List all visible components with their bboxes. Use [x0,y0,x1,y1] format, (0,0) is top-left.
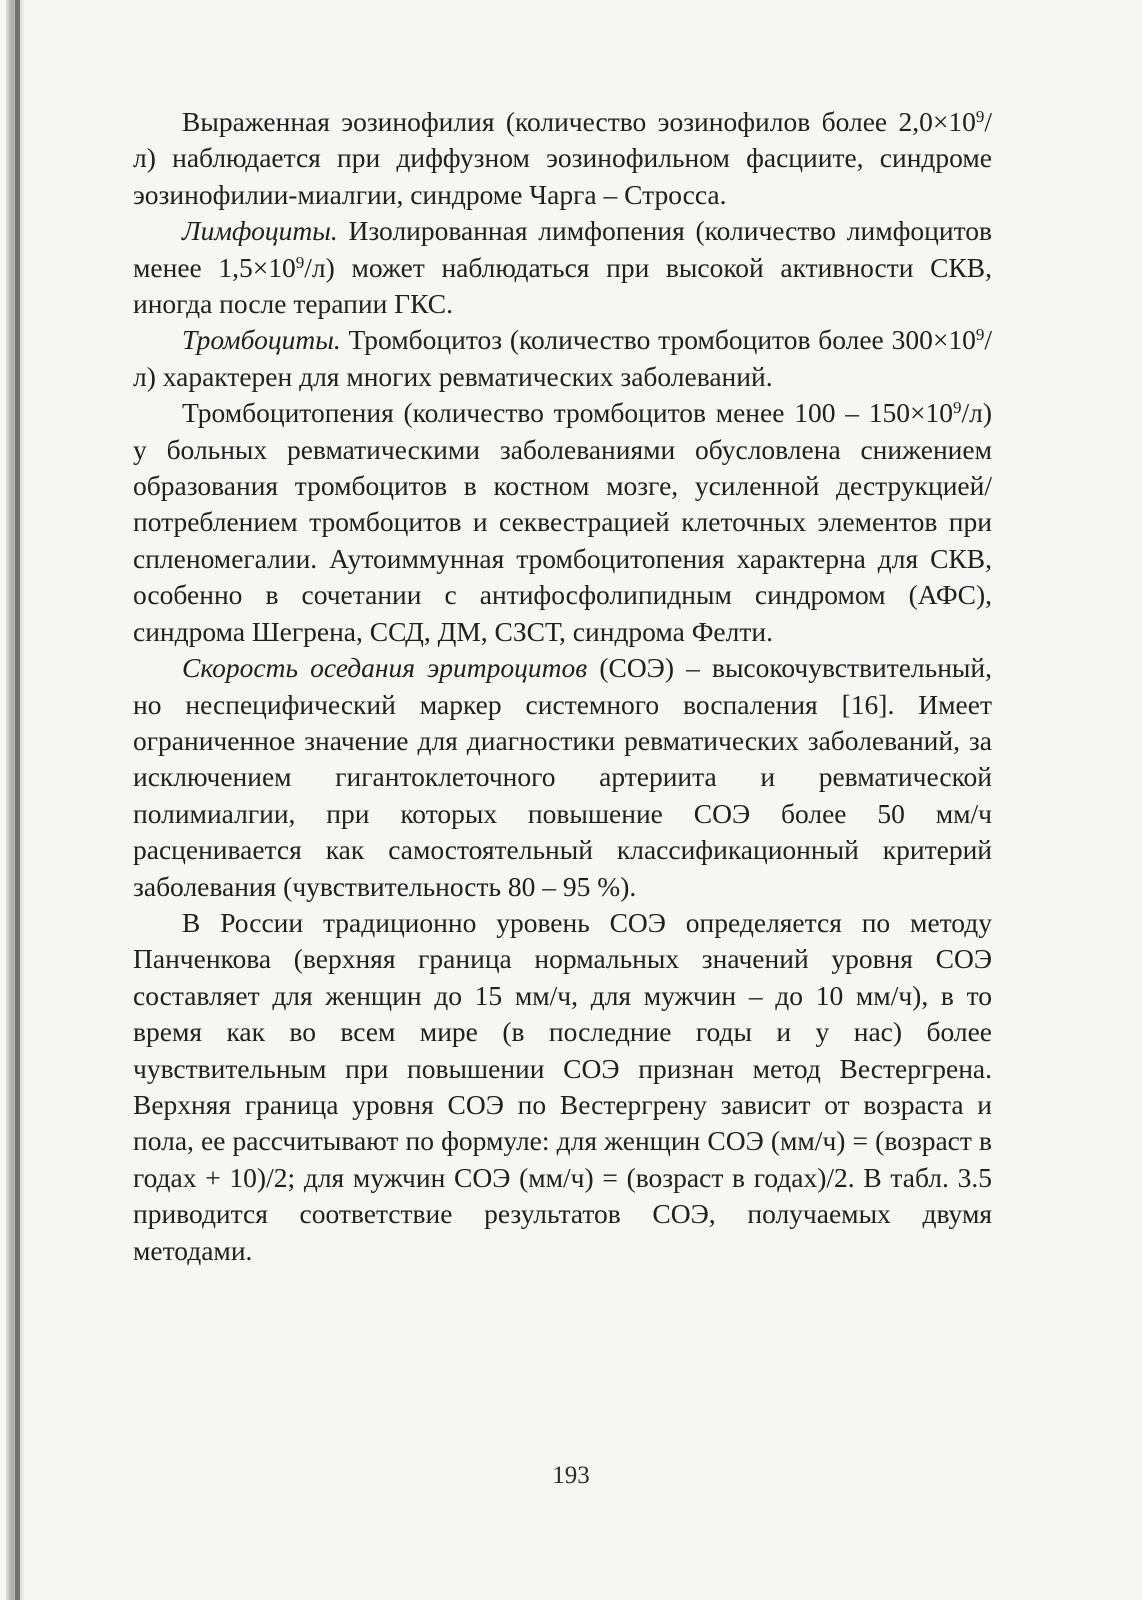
term-lymphocytes: Лимфоциты. [182,215,338,247]
text-segment: /л) наблюдается при диффузном эозинофильном фасциите, синдроме эозинофилии-миалгии, синдроме Чарга – Стросса. [133,106,992,210]
paragraph-esr-methods [133,905,992,1269]
superscript: 9 [975,107,985,127]
paragraph-eosinophilia [133,104,992,213]
paragraph-thrombocytes [133,322,992,395]
body-text [133,104,992,1269]
superscript: 9 [952,398,962,418]
superscript: 9 [295,252,305,272]
text-segment: В России традиционно уровень СОЭ определяется по методу Панченкова (верхняя граница нормальных значений уровня СОЭ составляет для женщин до 15 мм/ч, для мужчин – до 10 мм/ч), в то время как во всем мире (в последние годы и у нас) более чувствительным при повышении СОЭ признан метод Вестергрена. Верхняя граница уровня СОЭ по Вестергрену зависит от возраста и пола, ее рассчитывают по формуле: для женщин СОЭ (мм/ч) = (возраст в годах + 10)/2; для мужчин СОЭ (мм/ч) = (возраст в годах)/2. В табл. 3.5 приводится соответствие результатов СОЭ, получаемых двумя методами. [133,906,992,1266]
text-segment: Изолированная лимфопения (количество лимфоцитов менее 1,5×10 [133,215,992,283]
text-segment: (СОЭ) – высокочувствительный, но неспецифический маркер системного воспаления [16]. Имеет ограниченное значение для диагностики ревматических заболеваний, за исключением гигантоклеточного артериита и ревматической полимиалгии, при которых повышение СОЭ более 50 мм/ч расценивается как самостоятельный классификационный критерий заболевания (чувствительность 80 – 95 %). [133,652,992,902]
paragraph-thrombocytopenia [133,395,992,650]
term-thrombocytes: Тромбоциты. [182,324,341,356]
text-segment: /л) характерен для многих ревматических заболеваний. [133,324,992,392]
paragraph-lymphocytes [133,213,992,322]
text-segment: Тромбоцитоз (количество тромбоцитов более 300×10 [340,324,976,356]
text-segment: Выраженная эозинофилия (количество эозинофилов более 2,0×10 [182,106,976,137]
binding-edge [15,0,20,1600]
term-esr: Скорость оседания эритроцитов [182,652,588,684]
page-number: 193 [552,1462,590,1489]
paragraph-esr [133,650,992,905]
text-segment: /л) у больных ревматическими заболеваниями обусловлена снижением образования тромбоцитов в костном мозге, усиленной деструкцией/потреблением тромбоцитов и секвестрацией клеточных элементов при спленомегалии. Аутоиммунная тромбоцитопения характерна для СКВ, особенно в сочетании с антифосфолипидным синдромом (АФС), синдрома Шегрена, ССД, ДМ, СЗСТ, синдрома Фелти. [133,397,992,647]
text-segment: Тромбоцитопения (количество тромбоцитов менее 100 – 150×10 [182,397,953,429]
text-segment: /л) может наблюдаться при высокой активности СКВ, иногда после терапии ГКС. [133,251,992,320]
superscript: 9 [975,325,985,345]
